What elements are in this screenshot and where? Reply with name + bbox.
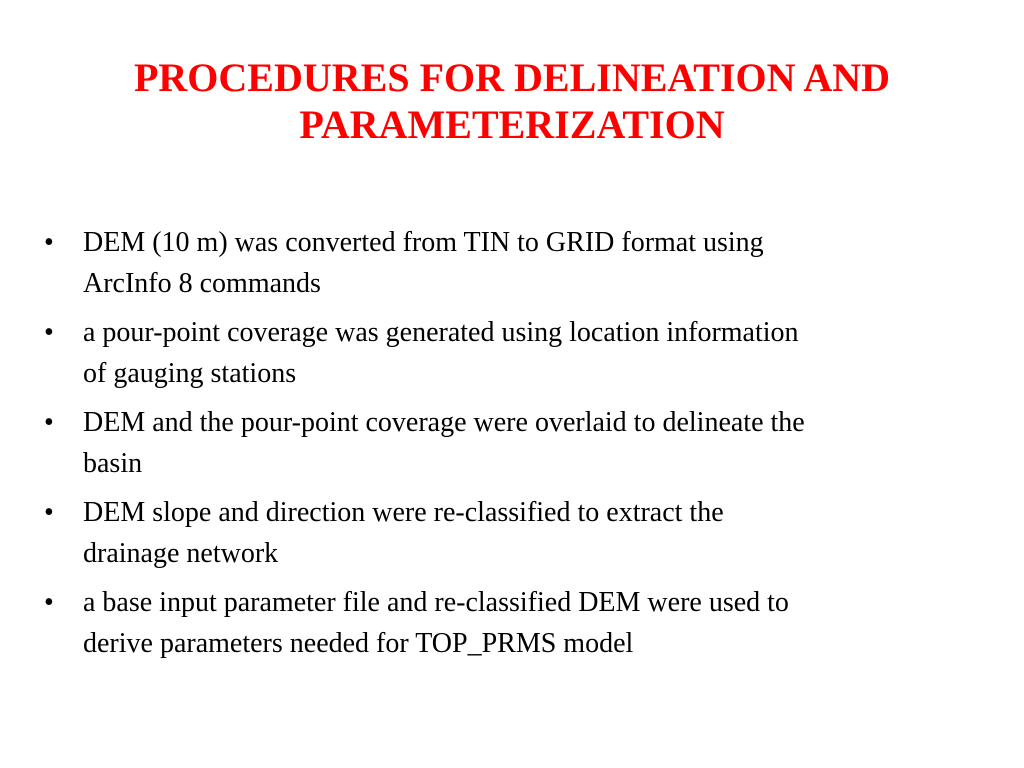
bullet-text-line-1: a base input parameter file and re-classified DEM were used to	[83, 587, 789, 618]
slide-title	[40, 54, 984, 148]
bullet-item	[40, 492, 980, 574]
bullet-text-line-1: DEM and the pour-point coverage were overlaid to delineate the	[83, 407, 805, 438]
bullet-item	[40, 312, 980, 394]
bullet-list	[40, 222, 980, 672]
bullet-text-line-1: DEM (10 m) was converted from TIN to GRID format using	[83, 227, 764, 258]
bullet-dot-icon: •	[44, 497, 54, 528]
bullet-dot-icon: •	[44, 227, 54, 258]
bullet-text-line-2: basin	[83, 448, 143, 479]
bullet-dot-icon: •	[44, 407, 54, 438]
bullet-text-line-2: derive parameters needed for TOP_PRMS model	[83, 628, 634, 659]
bullet-dot-icon: •	[44, 317, 54, 348]
bullet-dot-icon: •	[44, 587, 54, 618]
bullet-text-line-2: of gauging stations	[83, 358, 297, 389]
bullet-item	[40, 222, 980, 304]
bullet-text-line-2: drainage network	[83, 538, 279, 569]
bullet-text-line-1: a pour-point coverage was generated using location information	[83, 317, 799, 348]
slide-title-line-1: PROCEDURES FOR DELINEATION AND	[133, 55, 890, 100]
bullet-item	[40, 582, 980, 664]
bullet-text-line-2: ArcInfo 8 commands	[83, 268, 321, 299]
bullet-text-line-1: DEM slope and direction were re-classified to extract the	[83, 497, 724, 528]
bullet-item	[40, 402, 980, 484]
slide-title-line-2: PARAMETERIZATION	[299, 102, 725, 147]
